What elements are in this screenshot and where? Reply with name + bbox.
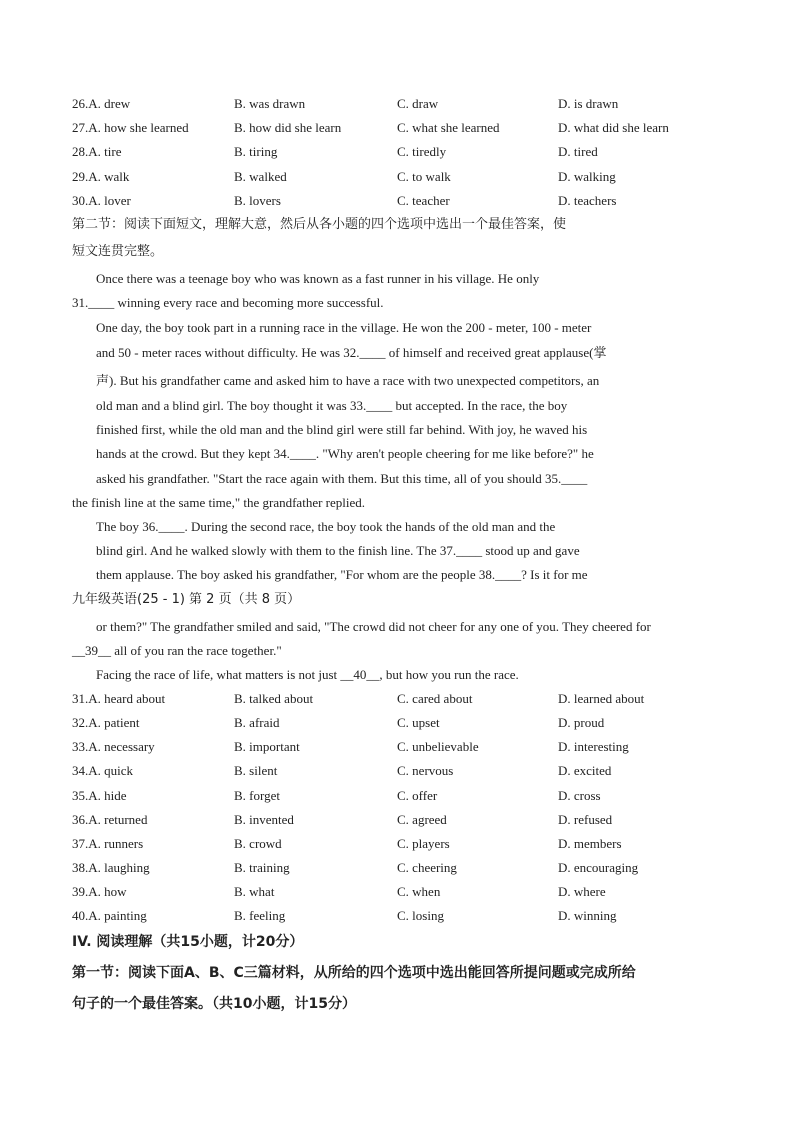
option-c: C. what she learned — [397, 120, 500, 135]
option-a: 30.A. lover — [72, 193, 131, 208]
option-row-37 — [72, 834, 752, 854]
passage-line: finished first, while the old man and the blind girl were still far behind. With joy, he waved his — [96, 422, 588, 437]
option-d: D. members — [558, 836, 622, 851]
option-row-31 — [72, 689, 752, 709]
option-d: D. winning — [558, 908, 617, 923]
option-c: C. tiredly — [397, 144, 447, 159]
option-a: 37.A. runners — [72, 836, 144, 851]
section4-heading: IV. 阅读理解（共15小题，计20分） — [72, 934, 304, 950]
option-d: D. interesting — [558, 739, 629, 754]
option-c: C. unbelievable — [397, 739, 479, 754]
option-a: 40.A. painting — [72, 908, 147, 923]
passage-line: 声). But his grandfather came and asked him to have a race with two unexpected competitors, an — [96, 373, 600, 388]
option-row-26 — [72, 94, 752, 114]
passage-line: The boy 36.____. During the second race, the boy took the hands of the old man and the — [96, 519, 556, 534]
option-c: C. cheering — [397, 860, 457, 875]
option-b: B. afraid — [234, 715, 280, 730]
option-a: 35.A. hide — [72, 788, 127, 803]
option-b: B. silent — [234, 763, 278, 778]
option-c: C. upset — [397, 715, 440, 730]
page-footer: 九年级英语(25 - 1) 第 2 页（共 8 页） — [72, 592, 301, 607]
option-b: B. tiring — [234, 144, 278, 159]
option-a: 32.A. patient — [72, 715, 140, 730]
option-d: D. teachers — [558, 193, 617, 208]
option-a: 28.A. tire — [72, 144, 122, 159]
option-b: B. training — [234, 860, 290, 875]
passage-line: 31.____ winning every race and becoming more successful. — [72, 295, 384, 310]
option-b: B. was drawn — [234, 96, 306, 111]
option-a: 34.A. quick — [72, 763, 134, 778]
option-c: C. agreed — [397, 812, 447, 827]
option-d: D. where — [558, 884, 606, 899]
option-b: B. important — [234, 739, 300, 754]
option-row-38 — [72, 858, 752, 878]
option-d: D. encouraging — [558, 860, 639, 875]
option-b: B. forget — [234, 788, 280, 803]
option-a: 26.A. drew — [72, 96, 131, 111]
option-c: C. to walk — [397, 169, 451, 184]
passage-line: asked his grandfather. "Start the race again with them. But this time, all of you should 35.____ — [96, 471, 588, 486]
option-row-27 — [72, 118, 752, 138]
option-row-34 — [72, 761, 752, 781]
option-b: B. talked about — [234, 691, 314, 706]
option-c: C. cared about — [397, 691, 473, 706]
option-row-36 — [72, 810, 752, 830]
option-row-29 — [72, 167, 752, 187]
option-d: D. proud — [558, 715, 605, 730]
passage-line: Facing the race of life, what matters is not just __40__, but how you run the race. — [96, 667, 519, 682]
option-b: B. crowd — [234, 836, 282, 851]
option-row-28 — [72, 142, 752, 162]
option-row-40 — [72, 906, 752, 926]
passage-line: blind girl. And he walked slowly with them to the finish line. The 37.____ stood up and gave — [96, 543, 580, 558]
option-c: C. players — [397, 836, 450, 851]
option-a: 38.A. laughing — [72, 860, 150, 875]
option-d: D. excited — [558, 763, 612, 778]
option-row-30 — [72, 191, 752, 211]
section2-instruction-line1: 第二节：阅读下面短文，理解大意，然后从各小题的四个选项中选出一个最佳答案，使 — [72, 217, 567, 232]
option-d: D. walking — [558, 169, 616, 184]
option-d: D. is drawn — [558, 96, 619, 111]
option-b: B. what — [234, 884, 275, 899]
option-b: B. feeling — [234, 908, 286, 923]
option-d: D. refused — [558, 812, 613, 827]
option-b: B. lovers — [234, 193, 281, 208]
option-c: C. offer — [397, 788, 438, 803]
option-a: 36.A. returned — [72, 812, 148, 827]
option-a: 39.A. how — [72, 884, 127, 899]
option-d: D. tired — [558, 144, 598, 159]
option-a: 33.A. necessary — [72, 739, 155, 754]
option-row-35 — [72, 786, 752, 806]
passage-line: old man and a blind girl. The boy thought it was 33.____ but accepted. In the race, the boy — [96, 398, 568, 413]
passage-line: Once there was a teenage boy who was known as a fast runner in his village. He only — [96, 271, 540, 286]
option-b: B. invented — [234, 812, 294, 827]
passage-line: hands at the crowd. But they kept 34.____. "Why aren't people cheering for me like before?" he — [96, 446, 594, 461]
option-row-32 — [72, 713, 752, 733]
option-d: D. cross — [558, 788, 601, 803]
section4-instruction-line2: 句子的一个最佳答案。（共10小题，计15分） — [72, 996, 356, 1012]
section4-instruction-line1: 第一节：阅读下面A、B、C三篇材料，从所给的四个选项中选出能回答所提问题或完成所给 — [72, 965, 636, 981]
section2-instruction-line2: 短文连贯完整。 — [72, 244, 164, 259]
passage-line: the finish line at the same time," the grandfather replied. — [72, 495, 366, 510]
option-d: D. learned about — [558, 691, 645, 706]
passage-line: them applause. The boy asked his grandfather, "For whom are the people 38.____? Is it for me — [96, 567, 588, 582]
option-c: C. nervous — [397, 763, 454, 778]
option-row-33 — [72, 737, 752, 757]
option-a: 27.A. how she learned — [72, 120, 189, 135]
option-c: C. teacher — [397, 193, 450, 208]
option-c: C. losing — [397, 908, 444, 923]
passage-line: and 50 - meter races without difficulty. He was 32.____ of himself and received great applause(掌 — [96, 345, 607, 360]
passage-line: __39__ all of you ran the race together." — [72, 643, 282, 658]
passage-line: One day, the boy took part in a running race in the village. He won the 200 - meter, 100 - meter — [96, 320, 592, 335]
option-row-39 — [72, 882, 752, 902]
option-b: B. how did she learn — [234, 120, 342, 135]
option-a: 31.A. heard about — [72, 691, 166, 706]
passage-line: or them?" The grandfather smiled and said, "The crowd did not cheer for any one of you. They cheered for — [96, 619, 651, 634]
option-a: 29.A. walk — [72, 169, 130, 184]
option-c: C. draw — [397, 96, 439, 111]
option-b: B. walked — [234, 169, 287, 184]
option-c: C. when — [397, 884, 441, 899]
option-d: D. what did she learn — [558, 120, 669, 135]
